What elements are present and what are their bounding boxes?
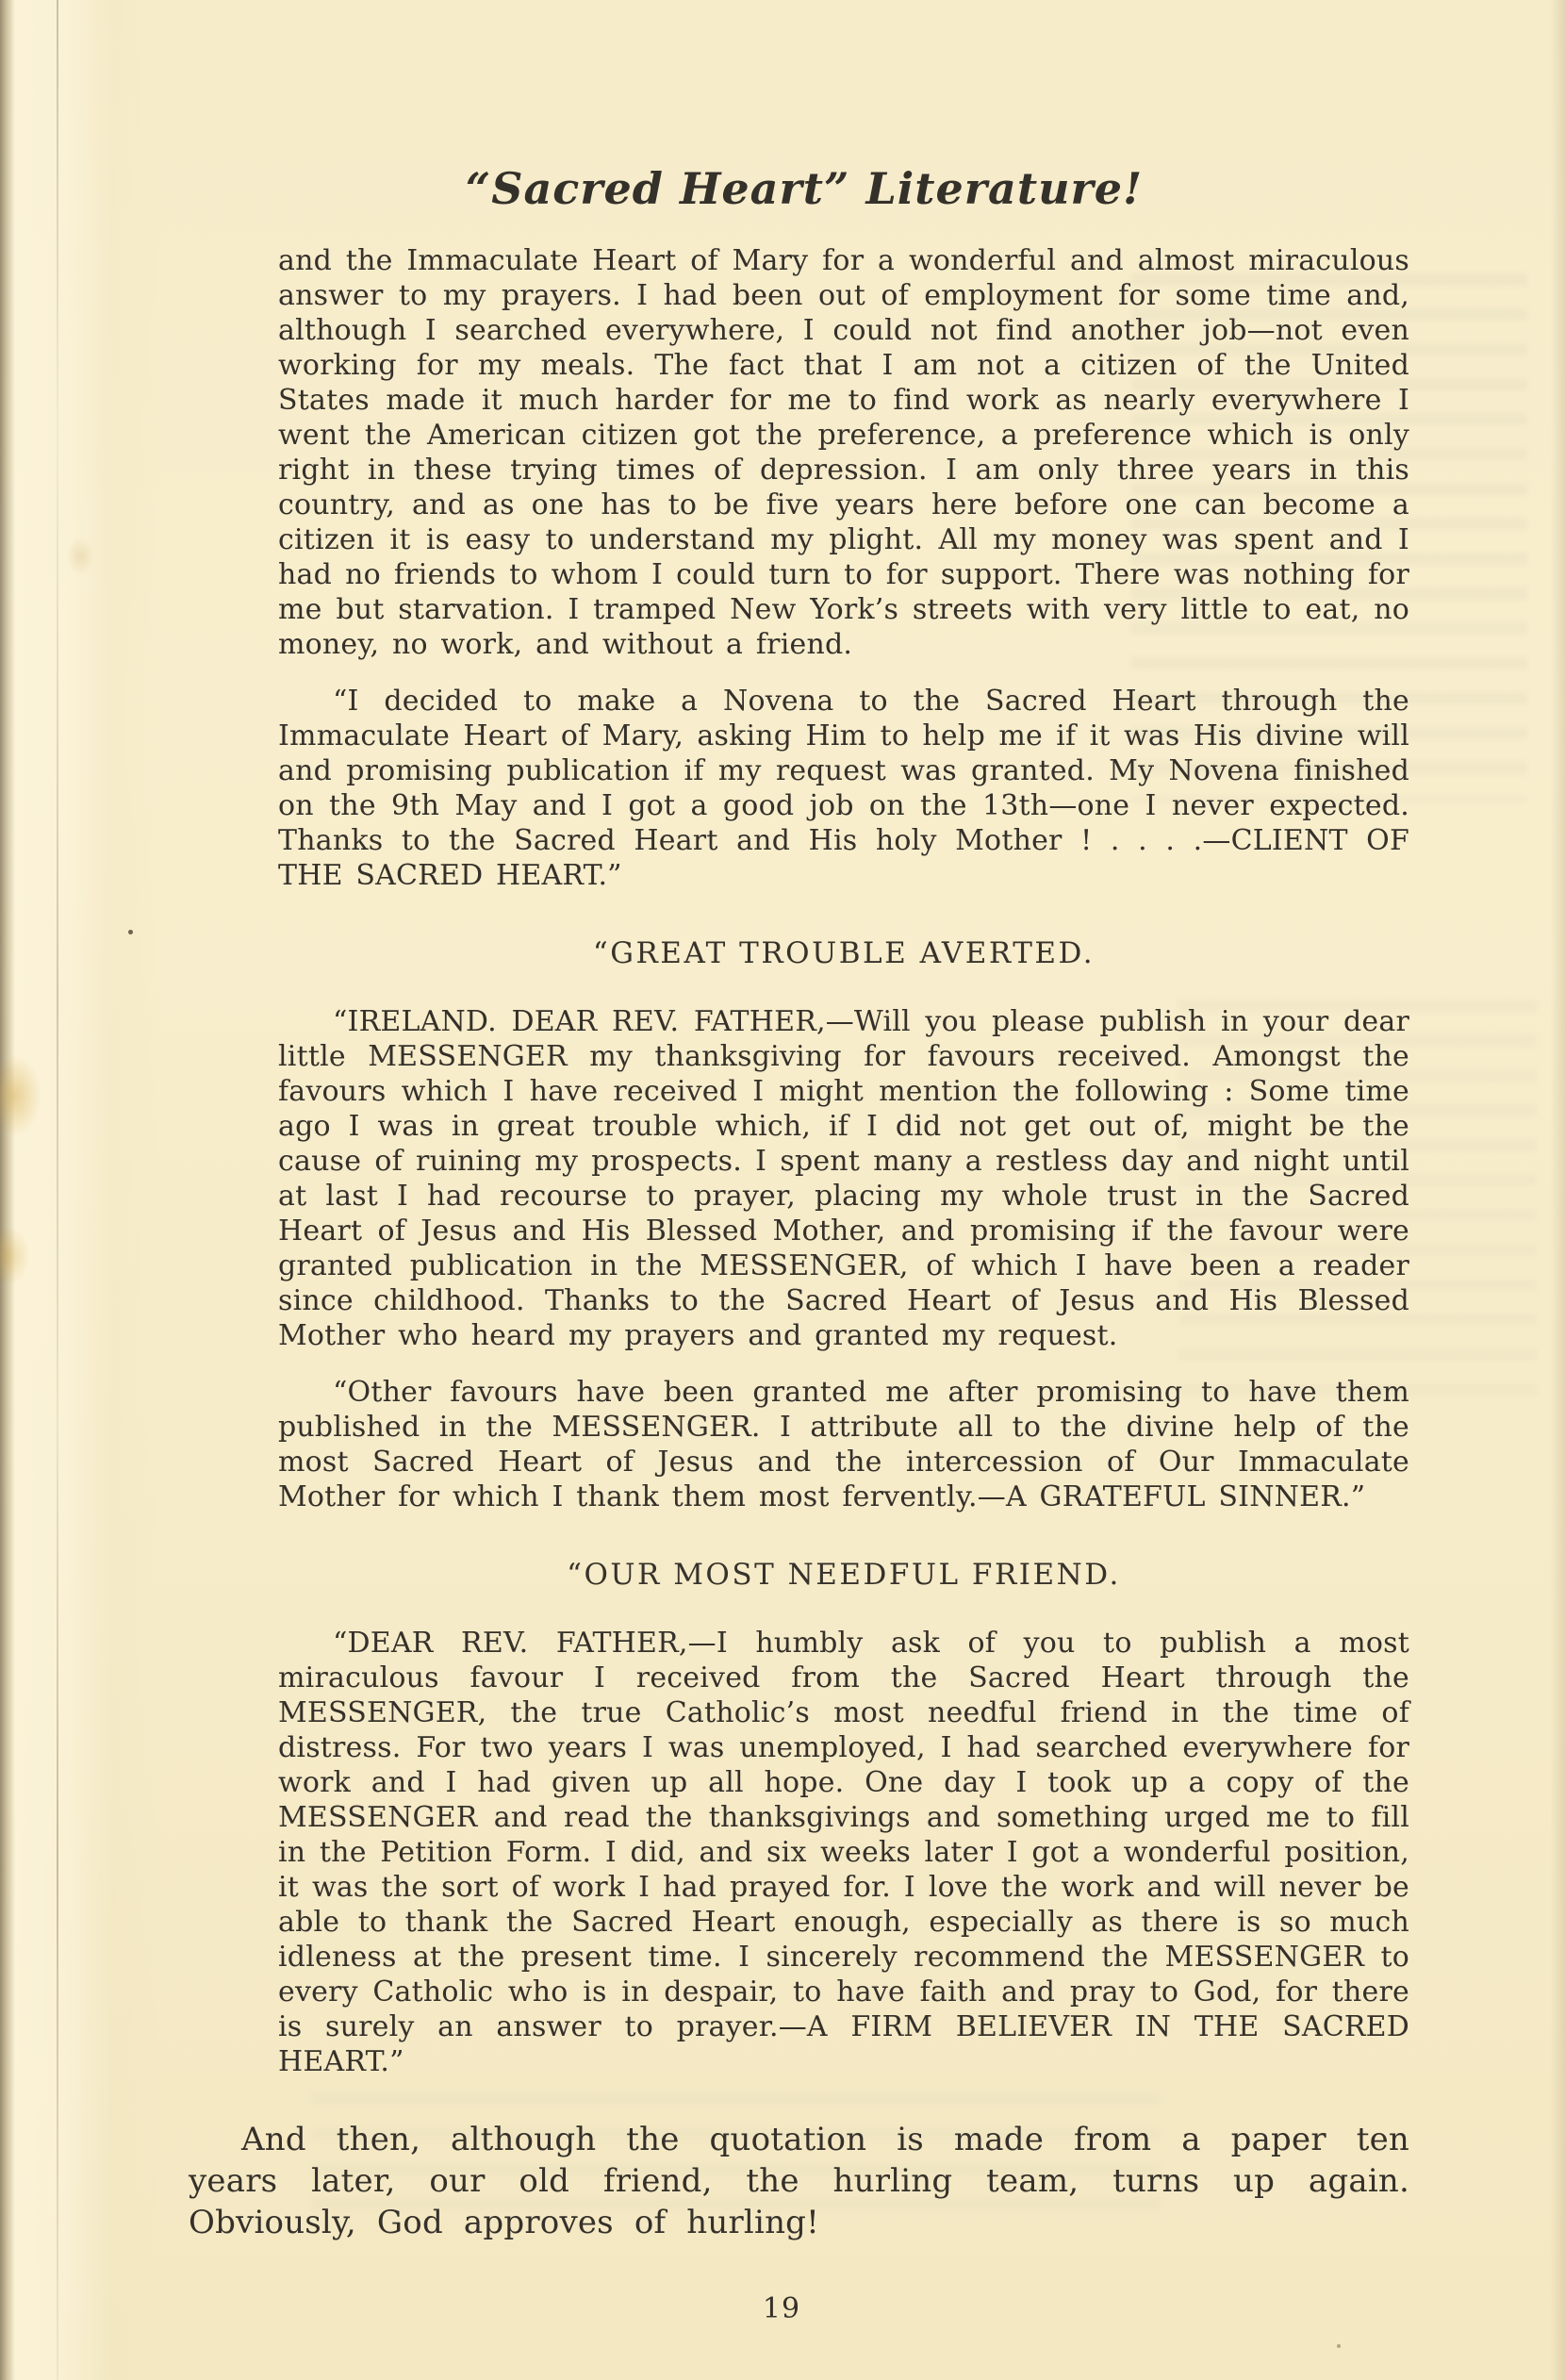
heading-great-trouble-averted: “GREAT TROUBLE AVERTED. [592, 936, 1096, 970]
paragraph-continuation-letter: and the Immaculate Heart of Mary for a wonderful and almost miraculous answer to my prayers. I had been out of employment for some time and, although I searched everywhere, I could not find another job—not even working for my meals. The fact that I am not a citizen of the United States made it much harder for me to find work as nearly everywhere I went the American citizen got the preference, a preference which is only right in these trying times of depression. I am only three years in this country, and as one has to be five years here before one can become a citizen it is easy to understand my plight. All my money was spent and I had no friends to whom I could turn to for support. There was nothing for me but starvation. I tramped New York’s streets with very little to eat, no money, no work, and without a friend. [278, 244, 1409, 661]
stain-mark [0, 1226, 30, 1286]
page-number: 19 [762, 2292, 801, 2325]
paragraph-novena-letter: “I decided to make a Novena to the Sacred Heart through the Immaculate Heart of Mary, asking Him to help me if it was His divine will and promising publication if my request was granted. My Novena finished on the 9th May and I got a good job on the 13th—one I never expected. Thanks to the Sacred Heart and His holy Mother ! . . . .—CLIENT OF THE SACRED HEART.” [278, 685, 1409, 892]
page-crease-line [57, 0, 58, 2380]
ink-speck [1337, 2344, 1341, 2348]
page-title: “Sacred Heart” Literature! [465, 163, 1144, 214]
paragraph-closing-remark: And then, although the quotation is made from a paper ten years later, our old friend, the hurling team, turns up again. Obviously, God approves of hurling! [189, 2121, 1409, 2241]
stain-mark [0, 1054, 41, 1137]
ink-speck [128, 930, 133, 934]
paragraph-ireland-letter: “IRELAND. DEAR REV. FATHER,—Will you please publish in your dear little MESSENGER my thanksgiving for favours received. Amongst the favours which I have received I might mention the following : Some time ago I was in great trouble which, if I did not get out of, might be the cause of ruining my prospects. I spent many a restless day and night until at last I had recourse to prayer, placing my whole trust in the Sacred Heart of Jesus and His Blessed Mother, and promising if the favour were granted publication in the MESSENGER, of which I have been a reader since childhood. Thanks to the Sacred Heart of Jesus and His Blessed Mother who heard my prayers and granted my request. [278, 1005, 1409, 1352]
paragraph-needful-friend-letter: “DEAR REV. FATHER,—I humbly ask of you to publish a most miraculous favour I received from the Sacred Heart through the MESSENGER, the true Catholic’s most needful friend in the time of distress. For two years I was unemployed, I had searched everywhere for work and I had given up all hope. One day I took up a copy of the MESSENGER and read the thanksgivings and something urged me to fill in the Petition Form. I did, and six weeks later I got a wonderful position, it was the sort of work I had prayed for. I love the work and will never be able to thank the Sacred Heart enough, especially as there is so much idleness at the present time. I sincerely recommend the MESSENGER to every Catholic who is in despair, to have faith and pray to God, for there is surely an answer to prayer.—A FIRM BELIEVER IN THE SACRED HEART.” [278, 1627, 1409, 2078]
paragraph-other-favours: “Other favours have been granted me after promising to have them published in the MESSENGER. I attribute all to the divine help of the most Sacred Heart of Jesus and the intercession of Our Immaculate Mother for which I thank them most fervently.—A GRATEFUL SINNER.” [278, 1376, 1409, 1513]
stain-mark [66, 537, 94, 575]
heading-our-most-needful-friend: “OUR MOST NEEDFUL FRIEND. [567, 1558, 1121, 1592]
page-content [189, 162, 1409, 2325]
